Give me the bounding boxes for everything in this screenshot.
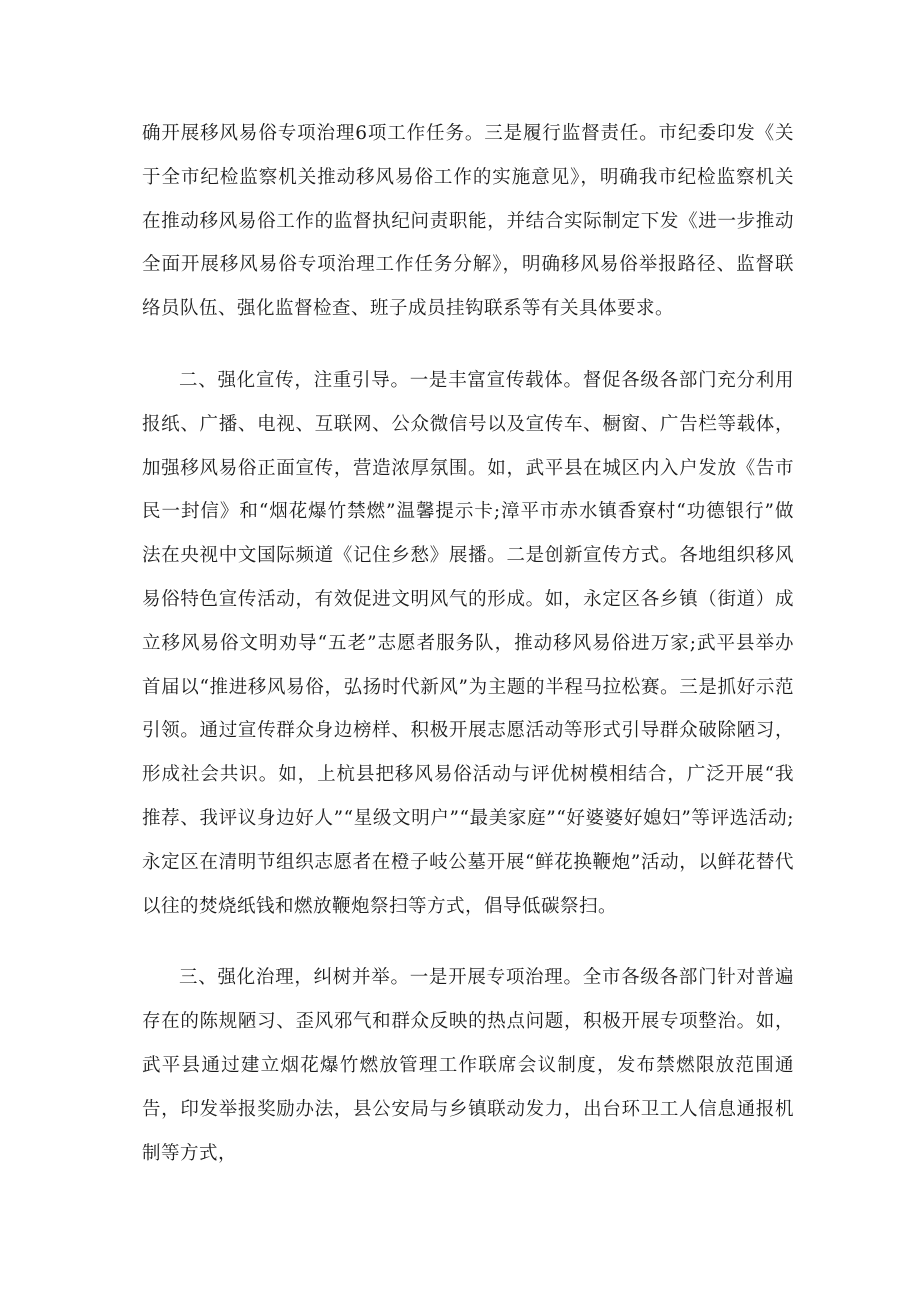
paragraph-gap [142,928,794,956]
document-body [142,112,794,1175]
paragraph-3: 三、强化治理，纠树并举。一是开展专项治理。全市各级各部门针对普遍存在的陈规陋习、歪风邪气和群众反映的热点问题，积极开展专项整治。如，武平县通过建立烟花爆竹燃放管理工作联席会议制度，发布禁燃限放范围通告，印发举报奖励办法，县公安局与乡镇联动发力，出台环卫工人信息通报机制等方式， [142,967,794,1164]
paragraph-1: 确开展移风易俗专项治理6项工作任务。三是履行监督责任。市纪委印发《关于全市纪检监察机关推动移风易俗工作的实施意见》，明确我市纪检监察机关在推动移风易俗工作的监督执纪问责职能，并结合实际制定下发《进一步推动全面开展移风易俗专项治理工作任务分解》，明确移风易俗举报路径、监督联络员队伍、强化监督检查、班子成员挂钩联系等有关具体要求。 [142,123,794,320]
paragraph-gap [142,331,794,359]
paragraph-2: 二、强化宣传，注重引导。一是丰富宣传载体。督促各级各部门充分利用报纸、广播、电视、互联网、公众微信号以及宣传车、橱窗、广告栏等载体，加强移风易俗正面宣传，营造浓厚氛围。如，武平县在城区内入户发放《告市民一封信》和“烟花爆竹禁燃”温馨提示卡;漳平市赤水镇香寮村“功德银行”做法在央视中文国际频道《记住乡愁》展播。二是创新宣传方式。各地组织移风易俗特色宣传活动，有效促进文明风气的形成。如，永定区各乡镇（街道）成立移风易俗文明劝导“五老”志愿者服务队，推动移风易俗进万家;武平县举办首届以“推进移风易俗，弘扬时代新风”为主题的半程马拉松赛。三是抓好示范引领。通过宣传群众身边榜样、积极开展志愿活动等形式引导群众破除陋习，形成社会共识。如，上杭县把移风易俗活动与评优树模相结合，广泛开展“我推荐、我评议身边好人”“星级文明户”“最美家庭”“好婆婆好媳妇”等评选活动;永定区在清明节组织志愿者在橙子岐公墓开展“鲜花换鞭炮”活动，以鲜花替代以往的焚烧纸钱和燃放鞭炮祭扫等方式，倡导低碳祭扫。 [142,369,794,917]
